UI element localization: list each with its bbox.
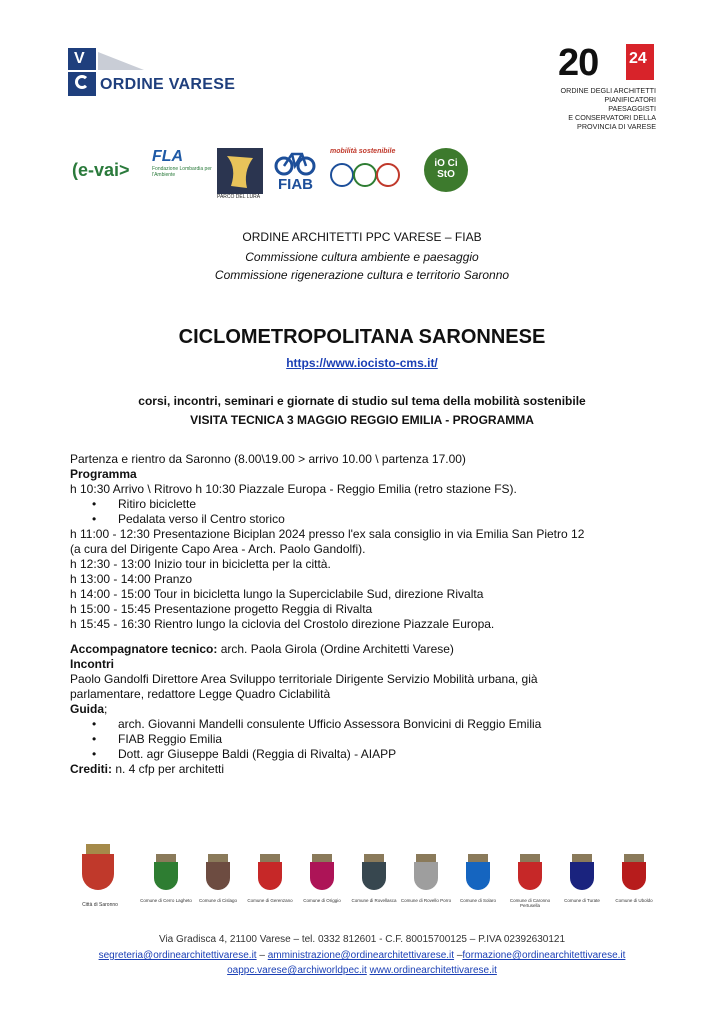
page-title: CICLOMETROPOLITANA SARONNESE	[178, 326, 546, 348]
list-item: • FIAB Reggio Emilia	[70, 732, 660, 747]
email-segreteria-link[interactable]: segreteria@ordinearchitettivarese.it	[98, 950, 257, 961]
footer-pec	[0, 965, 724, 976]
program-line: h 15:45 - 16:30 Rientro lungo la ciclovia del Crostolo direzione Piazzale Europa.	[70, 617, 495, 631]
footer-emails: segreteria@ordinearchitettivarese.it – amministrazione@ordinearchitettivarese.it –formazione@ordinearchitettivarese.it	[98, 950, 626, 961]
crest-label: Comune di Cislago	[198, 898, 238, 903]
bullet-list	[70, 497, 660, 527]
crest-label: Comune di Caronno Pertusella	[509, 898, 551, 908]
program-line: (a cura del Dirigente Capo Area - Arch. Paolo Gandolfi).	[70, 542, 366, 556]
municipal-crest	[140, 854, 192, 903]
crediti-label: Crediti:	[70, 762, 112, 776]
municipal-crest	[400, 854, 452, 903]
guida-heading: Guida;	[70, 702, 108, 716]
program-line: h 15:00 - 15:45 Presentazione progetto Reggia di Rivalta	[70, 602, 373, 616]
municipal-crest	[564, 854, 600, 903]
accompagnatore-label: Accompagnatore tecnico:	[70, 642, 218, 656]
accompagnatore-line	[70, 642, 660, 657]
crest-label: Comune di Rovello Porro	[400, 898, 452, 903]
email-pec-link[interactable]: oappc.varese@archiworldpec.it	[227, 965, 367, 976]
year-box: 24	[626, 44, 654, 80]
visit-heading: VISITA TECNICA 3 MAGGIO REGGIO EMILIA - PROGRAMMA	[190, 413, 534, 427]
incontri-heading: Incontri	[70, 657, 114, 671]
footer-address: Via Gradisca 4, 21100 Varese – tel. 0332 812601 - C.F. 80015700125 – P.IVA 02392630121	[158, 934, 566, 945]
crest-label: Comune di Turate	[564, 898, 600, 903]
year-2024-logo	[558, 42, 658, 131]
guida-list	[70, 717, 660, 762]
mobilita-sostenibile-logo: mobilità sostenibile	[330, 148, 400, 198]
municipal-crest	[303, 854, 341, 903]
parco-lura-logo	[217, 148, 263, 194]
email-amministrazione-link[interactable]: amministrazione@ordinearchitettivarese.it	[267, 950, 455, 961]
crediti-line	[70, 762, 660, 777]
crest-label: Comune di Uboldo	[615, 898, 653, 903]
ordine-logo-text: ORDINE VARESE	[100, 76, 236, 93]
website-link[interactable]: https://www.iocisto-cms.it/	[286, 356, 438, 370]
iocisto-logo: iO Ci StO	[424, 148, 468, 192]
email-formazione-link[interactable]: formazione@ordinearchitettivarese.it	[462, 950, 626, 961]
saronno-label: Città di Saronno	[82, 902, 118, 908]
incontri-text: parlamentare, redattore Legge Quadro Ciclabilità	[70, 687, 331, 701]
municipal-crest	[459, 854, 497, 903]
departure-line: Partenza e rientro da Saronno (8.00\19.00 > arrivo 10.00 \ partenza 17.00)	[70, 452, 466, 466]
commission-line-1: Commissione cultura ambiente e paesaggio	[245, 250, 479, 264]
list-item: • Dott. agr Giuseppe Baldi (Reggia di Rivalta) - AIAPP	[70, 747, 660, 762]
subtitle: corsi, incontri, seminari e giornate di studio sul tema della mobilità sostenibile	[138, 394, 586, 408]
crest-label: Comune di Origgio	[303, 898, 341, 903]
crediti-value: n. 4 cfp per architetti	[112, 762, 225, 776]
list-item: • arch. Giovanni Mandelli consulente Ufficio Assessora Bonvicini di Reggio Emilia	[70, 717, 660, 732]
year-digits: 20	[558, 42, 599, 84]
municipal-crest	[247, 854, 293, 903]
program-body	[70, 452, 660, 777]
program-line: h 12:30 - 13:00 Inizio tour in bicicletta per la città.	[70, 557, 331, 571]
fla-logo: FLA Fondazione Lombardia per l'Ambiente	[152, 148, 212, 178]
crest-label: Comune di Rovellasca	[351, 898, 397, 903]
municipal-crests	[76, 844, 656, 914]
ordine-varese-logo	[68, 48, 238, 100]
municipal-crest	[198, 854, 238, 903]
program-line: h 13:00 - 14:00 Pranzo	[70, 572, 193, 586]
evai-logo: (e-vai>	[72, 160, 130, 180]
sponsor-logos	[72, 148, 492, 200]
website-footer-link[interactable]: www.ordinearchitettivarese.it	[369, 965, 497, 976]
programma-heading: Programma	[70, 467, 137, 481]
bicycle-icon	[274, 148, 316, 176]
program-line: h 11:00 - 12:30 Presentazione Biciplan 2024 presso l'ex sala consiglio in via Emilia San Pietro 12	[70, 527, 585, 541]
parco-lura-label: PARCO DEL LURA	[217, 194, 261, 200]
mobility-icons	[330, 155, 400, 191]
list-item: • Pedalata verso il Centro storico	[70, 512, 660, 527]
year-caption: ORDINE DEGLI ARCHITETTI PIANIFICATORI PAESAGGISTI E CONSERVATORI DELLA PROVINCIA DI VARESE	[560, 86, 656, 131]
municipal-crest	[615, 854, 653, 903]
crest-label: Comune di Solaro	[459, 898, 497, 903]
saronno-crest	[76, 844, 124, 910]
list-item: • Ritiro biciclette	[70, 497, 660, 512]
ordine-triangle-icon	[98, 52, 144, 70]
fiab-logo: FIAB	[274, 148, 316, 198]
crest-label: Comune di Gerenzano	[247, 898, 293, 903]
crest-label: Comune di Cerro Lagheto	[140, 898, 192, 903]
org-line: ORDINE ARCHITETTI PPC VARESE – FIAB	[242, 230, 482, 244]
accompagnatore-value: arch. Paola Girola (Ordine Architetti Varese)	[217, 642, 454, 656]
commission-line-2: Commissione rigenerazione cultura e territorio Saronno	[214, 268, 510, 282]
program-line: h 10:30 Arrivo \ Ritrovo h 10:30 Piazzale Europa - Reggio Emilia (retro stazione FS).	[70, 482, 517, 496]
ordine-mark-icon: V	[68, 48, 96, 96]
municipal-crest	[509, 854, 551, 908]
municipal-crest	[351, 854, 397, 903]
program-line: h 14:00 - 15:00 Tour in bicicletta lungo la Superciclabile Sud, direzione Rivalta	[70, 587, 484, 601]
incontri-text: Paolo Gandolfi Direttore Area Sviluppo territoriale Dirigente Servizio Mobilità urbana, già	[70, 672, 538, 686]
